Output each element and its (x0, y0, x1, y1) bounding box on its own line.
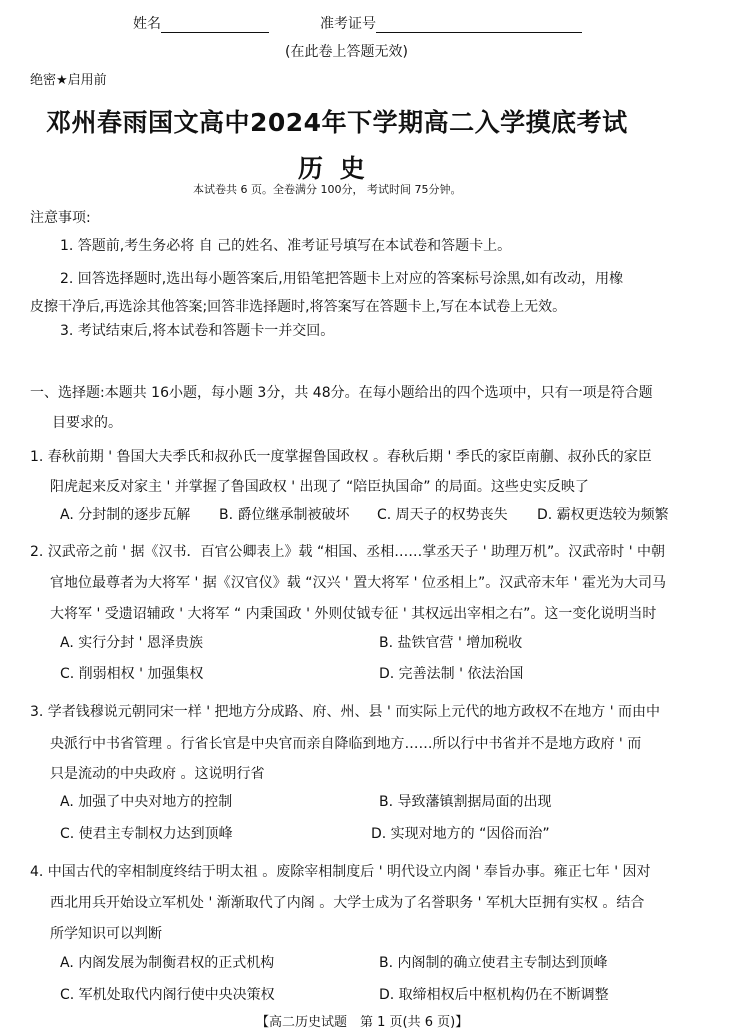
q4-option-d: D. 取缔相权后中枢机构仍在不断调整 (379, 987, 609, 1003)
q2-option-c: C. 削弱相权 ' 加强集权 (60, 666, 204, 682)
question-2-text: 官地位最尊者为大将军 ' 据《汉官仪》载 “汉兴 ' 置大将军 ' 位丞相上”。汉武帝末年 ' 霍光为大司马 (50, 575, 666, 591)
q1-option-b: B. 爵位继承制被破坏 (219, 507, 350, 523)
exam-id-label: 准考证号 (320, 16, 376, 32)
q3-option-a: A. 加强了中央对地方的控制 (60, 794, 233, 810)
q3-option-d: D. 实现对地方的 “因俗而治” (371, 826, 550, 842)
note-item: 2. 回答选择题时,选出每小题答案后,用铅笔把答题卡上对应的答案标号涂黑,如有改动，用橡 (60, 271, 624, 287)
page-title: 邓州春雨国文高中2024年下学期高二入学摸底考试 (46, 108, 628, 137)
notes-heading: 注意事项: (30, 210, 91, 226)
q4-option-c: C. 军机处取代内阁行使中央决策权 (60, 987, 275, 1003)
q4-option-b: B. 内阁制的确立使君主专制达到顶峰 (379, 955, 608, 971)
question-3-text: 央派行中书省管理 。行省长官是中央官而亲自降临到地方……所以行中书省并不是地方政府 ' 而 (50, 736, 642, 752)
note-item: 1. 答题前,考生务必将 自 己的姓名、准考证号填写在本试卷和答题卡上。 (60, 238, 512, 254)
question-4-text: 西北用兵开始设立军机处 ' 渐渐取代了内阁 。大学士成为了名誉职务 ' 军机大臣拥有实权 。结合 (50, 895, 645, 911)
question-2-text: 大将军 ' 受遗诏辅政 ' 大将军 “ 内秉国政 ' 外则仗钺专征 ' 其权远出宰相之右”。这一变化说明当时 (50, 606, 657, 622)
q2-option-d: D. 完善法制 ' 依法治国 (379, 666, 524, 682)
page-footer: 【高二历史试题 第 1 页(共 6 页)】 (256, 1015, 469, 1030)
name-label-group (133, 15, 269, 33)
exam-info: 本试卷共 6 页。全卷满分 100分， 考试时间 75分钟。 (193, 183, 462, 196)
note-item: 皮擦干净后,再选涂其他答案;回答非选择题时,将答案写在答题卡上,写在本试卷上无效。 (30, 299, 567, 315)
q3-option-b: B. 导致藩镇割据局面的出现 (379, 794, 552, 810)
question-4-text: 所学知识可以判断 (50, 926, 162, 942)
q3-option-c: C. 使君主专制权力达到顶峰 (60, 826, 233, 842)
q2-option-b: B. 盐铁官营 ' 增加税收 (379, 635, 523, 651)
name-blank (161, 16, 269, 33)
q4-option-a: A. 内阁发展为制衡君权的正式机构 (60, 955, 275, 971)
name-label: 姓名 (133, 16, 161, 32)
q1-option-d: D. 霸权更迭较为频繁 (537, 507, 669, 523)
section-heading-cont: 目要求的。 (52, 415, 122, 431)
secret-mark: 绝密★启用前 (30, 73, 107, 88)
q1-option-a: A. 分封制的逐步瓦解 (60, 507, 191, 523)
question-3-text: 只是流动的中央政府 。这说明行省 (50, 766, 265, 782)
question-4-text: 4. 中国古代的宰相制度终结于明太祖 。废除宰相制度后 ' 明代设立内阁 ' 奉旨办事。雍正七年 ' 因对 (30, 864, 651, 880)
question-1-text: 1. 春秋前期 ' 鲁国大夫季氏和叔孙氏一度掌握鲁国政权 。春秋后期 ' 季氏的家臣南蒯、叔孙氏的家臣 (30, 449, 652, 465)
note-item: 3. 考试结束后,将本试卷和答题卡一并交回。 (60, 323, 335, 339)
subject-title: 历 史 (298, 154, 369, 183)
invalid-note: (在此卷上答题无效) (285, 44, 408, 60)
question-2-text: 2. 汉武帝之前 ' 据《汉书．百官公卿表上》载 “相国、丞相……掌丞天子 ' 助理万机”。汉武帝时 ' 中朝 (30, 544, 666, 560)
question-1-text: 阳虎起来反对家主 ' 并掌握了鲁国政权 ' 出现了 “陪臣执国命” 的局面。这些史实反映了 (50, 479, 589, 495)
exam-id-label-group (320, 15, 582, 33)
q1-option-c: C. 周天子的权势丧失 (377, 507, 508, 523)
question-3-text: 3. 学者钱穆说元朝同宋一样 ' 把地方分成路、府、州、县 ' 而实际上元代的地方政权不在地方 ' 而由中 (30, 704, 661, 720)
exam-id-blank (376, 16, 582, 33)
q2-option-a: A. 实行分封 ' 恩泽贵族 (60, 635, 203, 651)
section-heading: 一、选择题:本题共 16小题，每小题 3分，共 48分。在每小题给出的四个选项中，只有一项是符合题 (30, 385, 653, 401)
